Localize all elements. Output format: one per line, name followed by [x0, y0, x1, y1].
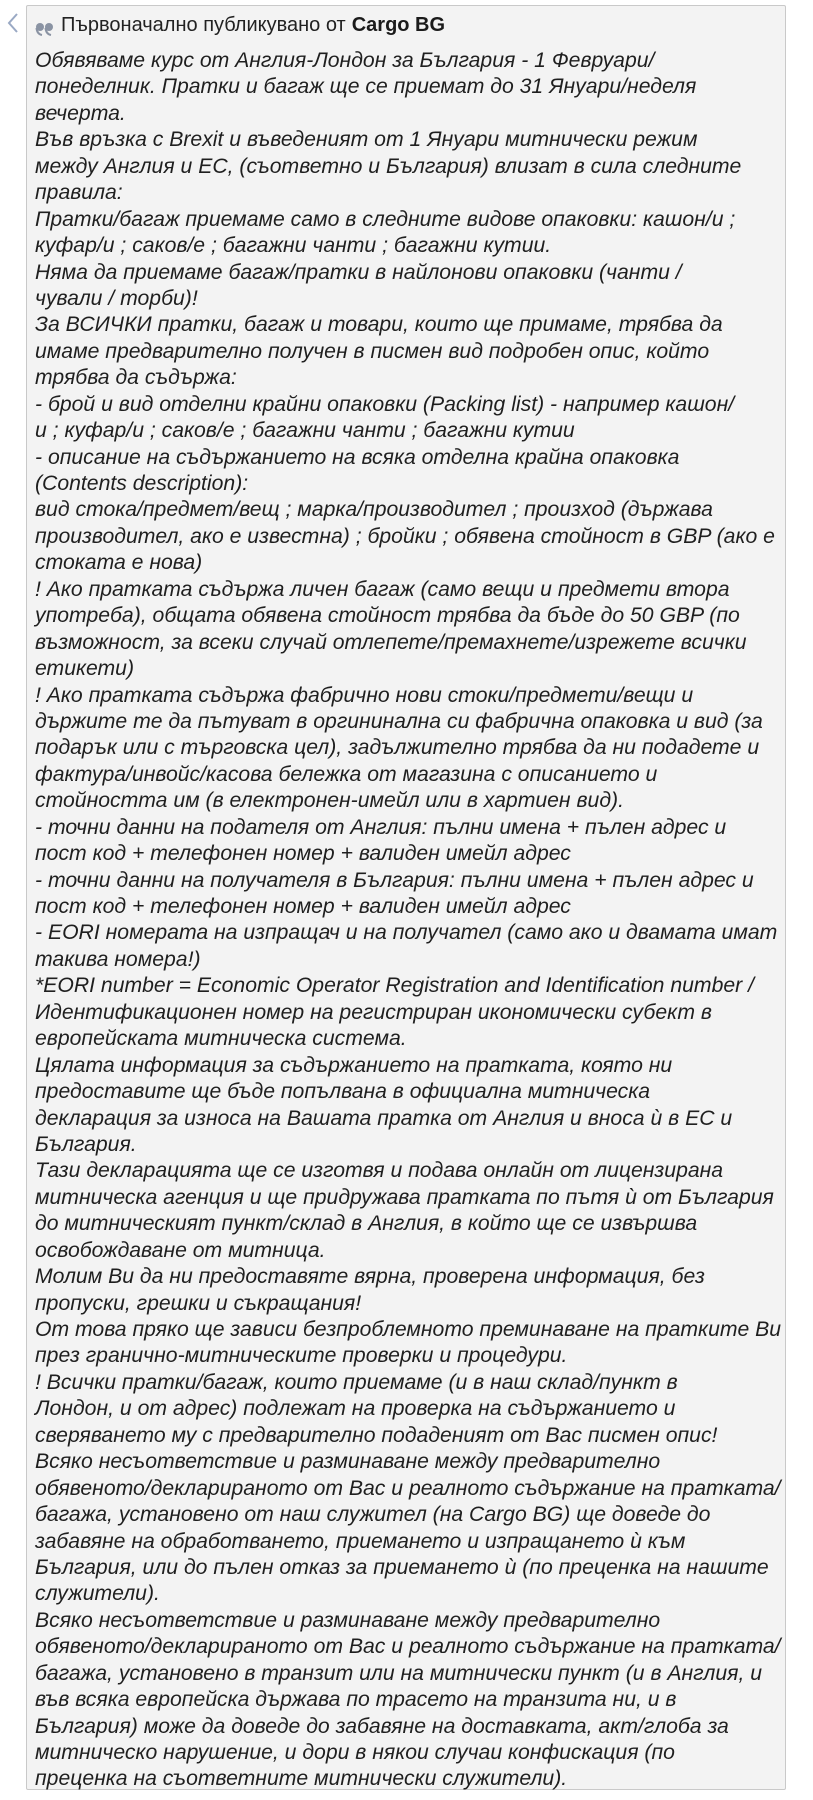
quote-line: пост код + телефонен номер + валиден имейл адрес — [35, 895, 571, 918]
quote-line: преценка на съответните митнически служители). — [35, 1767, 568, 1791]
quote-line: - точни данни на получателя в България: пълни имена + пълен адрес и — [35, 868, 754, 892]
quote-line: *EORI number = Economic Operator Registration and Identification number / — [35, 974, 754, 998]
quote-line: освобождаване от митница. — [35, 1238, 326, 1262]
quote-line: забавяне на обработването, приемането и изпращането ѝ към — [35, 1529, 686, 1553]
quote-line: пропуски, грешки и съкращания! — [35, 1291, 362, 1315]
quote-line: трябва да съдържа: — [35, 366, 237, 390]
quote-line: вечерта. — [35, 101, 126, 125]
quote-line: фактура/инвойс/касова бележка от магазина с описанието и — [35, 762, 658, 786]
quote-line: правила: — [35, 181, 123, 205]
chevron-left-icon[interactable] — [6, 12, 20, 34]
quote-line: до митническият пункт/склад в Англия, в който ще се извършва — [35, 1212, 698, 1236]
quote-line: подарък или с търговска цел), задължително трябва да ни подадете и — [35, 736, 760, 760]
quote-line: - описание на съдържанието на всяка отделна крайна опаковка — [35, 445, 680, 469]
quote-line: и ; куфар/и ; саков/е ; багажни чанти ; багажни кутии — [35, 419, 575, 443]
quote-line: багажа, установено от наш служител (на Cargo BG) ще доведе до — [35, 1503, 711, 1527]
quote-header — [35, 12, 445, 38]
quote-line: За ВСИЧКИ пратки, багаж и товари, които ще примаме, трябва да — [35, 313, 723, 337]
quote-line: предоставите ще бъде попълвана в официална митническа — [35, 1080, 651, 1104]
quote-line: Лондон, и от адрес) подлежат на проверка на съдържанието и — [35, 1397, 676, 1421]
quote-line: във всяка европейска държава по трасето на транзита ни, и в — [35, 1688, 677, 1712]
quote-line: обявеното/декларираното от Вас и реалното съдържание на пратката/ — [35, 1476, 781, 1500]
quote-line: такива номера!) — [35, 947, 201, 971]
quote-line: Обявяваме курс от Англия-Лондон за България - 1 Февруари/ — [35, 49, 655, 72]
quote-line: чували / торби)! — [35, 286, 198, 310]
quote-line: багажа, установено в транзит или на митнически пункт (и в Англия, и — [35, 1661, 762, 1685]
quote-line: служители). — [35, 1582, 160, 1606]
quote-author[interactable]: Cargo BG — [351, 13, 446, 36]
quote-icon — [35, 19, 55, 33]
quote-line: употреба), общата обявена стойност трябва да бъде до 50 GBP (по — [35, 604, 740, 628]
quote-line: Всяко несъответствие и разминаване между предварително — [35, 1450, 661, 1474]
quote-line: митническа агенция и ще придружава пратката по пътя ѝ от България — [35, 1185, 774, 1209]
quote-line: сверяването му с предварително подаденият от Вас писмен опис! — [35, 1423, 718, 1447]
quote-line: ! Ако пратката съдържа личен багаж (само вещи и предмети втора — [35, 577, 730, 601]
quote-line: митническо нарушение, и дори в някои случаи конфискация (по — [35, 1741, 675, 1764]
quote-line: между Англия и ЕС, (съответно и България) влизат в сила следните — [35, 154, 742, 178]
quote-line: (Contents description): — [35, 472, 249, 495]
quote-line: куфар/и ; саков/е ; багажни чанти ; багажни кутии. — [35, 234, 552, 258]
quote-header-label: Първоначално публикувано от — [61, 13, 346, 36]
quote-line: пост код + телефонен номер + валиден имейл адрес — [35, 842, 571, 866]
quote-line: производител, ако е известна) ; бройки ; обявена стойност в GBP (ако е — [35, 524, 775, 548]
quote-line: Пратки/багаж приемаме само в следните видове опаковки: кашон/и ; — [35, 207, 736, 231]
quote-line: Няма да приемаме багаж/пратки в найлонови опаковки (чанти / — [35, 260, 682, 284]
quote-line: понеделник. Пратки и багаж ще се приемат до 31 Януари/неделя — [35, 75, 697, 99]
quote-line: Всяко несъответствие и разминаване между предварително — [35, 1608, 661, 1632]
quote-line: Тази декларацията ще се изготвя и подава онлайн от лицензирана — [35, 1159, 724, 1183]
quote-line: България) може да доведе до забавяне на доставката, акт/глоба за — [35, 1714, 729, 1738]
quote-line: От това пряко ще зависи безпроблемното преминаване на пратките Ви — [35, 1318, 782, 1341]
quote-box — [26, 5, 786, 1790]
quote-line: възможност, за всеки случай отлепете/премахнете/изрежете всички — [35, 630, 747, 654]
quote-line: стойността им (в електронен-имейл или в хартиен вид). — [35, 789, 624, 813]
quote-line: стоката е нова) — [35, 551, 203, 575]
quote-line: държите те да пътуват в оргининална си фабрична опаковка и вид (за — [35, 709, 763, 733]
quote-line: Във връзка с Brexit и въведеният от 1 Януари митнически режим — [35, 128, 698, 152]
quote-line: Цялата информация за съдържанието на пратката, която ни — [35, 1053, 673, 1077]
quote-line: ! Всички пратки/багаж, които приемаме (и в наш склад/пункт в — [35, 1370, 678, 1394]
quote-line: етикети) — [35, 657, 135, 681]
quote-line: обявеното/декларираното от Вас и реалното съдържание на пратката/ — [35, 1635, 781, 1659]
quote-line: Молим Ви да ни предоставяте вярна, проверена информация, без — [35, 1265, 705, 1289]
quote-line: Идентификационен номер на регистриран икономически субект в — [35, 1000, 712, 1024]
quote-line: България, или до пълен отказ за приемането ѝ (по преценка на нашите — [35, 1555, 769, 1579]
quote-line: - брой и вид отделни крайни опаковки (Packing list) - например кашон/ — [35, 392, 735, 416]
quote-line: - EORI номерата на изпращач и на получател (само ако и двамата имат — [35, 921, 778, 945]
quote-line: декларация за износа на Вашата пратка от Англия и вноса ѝ в ЕС и — [35, 1106, 733, 1130]
quote-line: ! Ако пратката съдържа фабрично нови стоки/предмети/вещи и — [35, 683, 694, 707]
quote-line: България. — [35, 1132, 137, 1156]
quote-line: през гранично-митническите проверки и процедури. — [35, 1344, 568, 1368]
quote-body — [35, 48, 780, 1793]
quote-line: вид стока/предмет/вещ ; марка/производител ; произход (държава — [35, 498, 713, 522]
quote-line: европейската митническа система. — [35, 1027, 407, 1051]
quote-line: - точни данни на подателя от Англия: пълни имена + пълен адрес и — [35, 815, 727, 839]
quote-line: имаме предварително получен в писмен вид подробен опис, който — [35, 339, 710, 363]
